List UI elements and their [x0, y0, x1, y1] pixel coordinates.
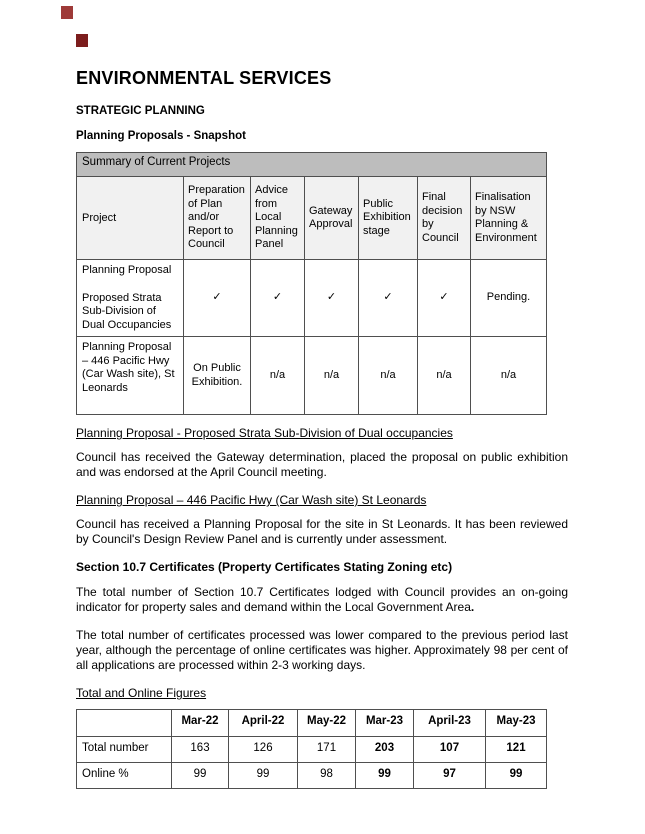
summary-of-current-projects-table	[76, 152, 547, 415]
section-107-paragraph-2: The total number of certificates processed was lower compared to the previous period last year, although the percentage of online certificates was higher. Approximately 98 per cent of all applications are processed within 2-3 working days.	[76, 628, 568, 672]
status-final-decision: ✓	[418, 260, 471, 337]
column-header-advice: Advice from Local Planning Panel	[251, 177, 305, 260]
planning-proposals-snapshot-heading: Planning Proposals - Snapshot	[76, 130, 246, 142]
value-cell: 203	[356, 737, 414, 763]
status-exhibition: n/a	[359, 337, 418, 415]
status-advice: ✓	[251, 260, 305, 337]
status-preparation: ✓	[184, 260, 251, 337]
table-row-strata-proposal	[77, 260, 547, 337]
status-finalisation: Pending.	[471, 260, 547, 337]
strata-proposal-paragraph: Council has received the Gateway determination, placed the proposal on public exhibition and was endorsed at the April Council meeting.	[76, 450, 568, 479]
month-header: Mar-23	[356, 710, 414, 737]
total-online-figures-heading: Total and Online Figures	[76, 686, 207, 700]
status-advice: n/a	[251, 337, 305, 415]
figures-corner-cell	[77, 710, 172, 737]
section-107-paragraph-1	[76, 585, 568, 615]
month-header: April-22	[229, 710, 298, 737]
value-cell: 121	[486, 737, 547, 763]
column-header-finalisation: Finalisation by NSW Planning & Environment	[471, 177, 547, 260]
status-gateway: n/a	[305, 337, 359, 415]
status-finalisation: n/a	[471, 337, 547, 415]
value-cell: 163	[172, 737, 229, 763]
table-header-row	[77, 177, 547, 260]
red-annotation-marker-icon	[61, 6, 73, 19]
value-cell: 98	[298, 763, 356, 789]
paragraph-text: The total number of Section 10.7 Certificates lodged with Council provides an on-going indicator for property sales and demand within the Local Government Area	[76, 585, 568, 614]
value-cell: 171	[298, 737, 356, 763]
project-detail: Proposed Strata Sub-Division of Dual Occupancies	[82, 291, 172, 331]
month-header: May-23	[486, 710, 547, 737]
row-label: Total number	[77, 737, 172, 763]
value-cell: 107	[414, 737, 486, 763]
column-header-exhibition: Public Exhibition stage	[359, 177, 418, 260]
red-annotation-marker-icon	[76, 34, 88, 47]
table-row-carwash-proposal	[77, 337, 547, 415]
column-header-preparation: Preparation of Plan and/or Report to Council	[184, 177, 251, 260]
total-and-online-figures-table	[76, 709, 547, 789]
status-gateway: ✓	[305, 260, 359, 337]
carwash-proposal-paragraph: Council has received a Planning Proposal for the site in St Leonards. It has been reviewed by Council's Design Review Panel and is currently under assessment.	[76, 517, 568, 546]
figures-online-percent-row	[77, 763, 547, 789]
bold-period: .	[470, 600, 475, 614]
column-header-gateway: Gateway Approval	[305, 177, 359, 260]
project-name-cell	[77, 260, 184, 337]
column-header-project: Project	[77, 177, 184, 260]
value-cell: 99	[172, 763, 229, 789]
month-header: May-22	[298, 710, 356, 737]
figures-header-row	[77, 710, 547, 737]
carwash-proposal-heading: Planning Proposal – 446 Pacific Hwy (Car Wash site) St Leonards	[76, 493, 427, 507]
status-exhibition: ✓	[359, 260, 418, 337]
value-cell: 126	[229, 737, 298, 763]
month-header: Mar-22	[172, 710, 229, 737]
table-caption-row	[77, 153, 547, 177]
document-content	[76, 68, 568, 789]
strata-proposal-heading: Planning Proposal - Proposed Strata Sub-Division of Dual occupancies	[76, 426, 453, 440]
figures-total-number-row	[77, 737, 547, 763]
value-cell: 99	[229, 763, 298, 789]
project-name-cell: Planning Proposal – 446 Pacific Hwy (Car Wash site), St Leonards	[77, 337, 184, 415]
table-caption: Summary of Current Projects	[77, 153, 547, 177]
strategic-planning-heading: STRATEGIC PLANNING	[76, 105, 205, 117]
page-title: ENVIRONMENTAL SERVICES	[76, 68, 332, 88]
status-preparation: On Public Exhibition.	[184, 337, 251, 415]
section-107-heading: Section 10.7 Certificates (Property Certificates Stating Zoning etc)	[76, 560, 453, 574]
status-final-decision: n/a	[418, 337, 471, 415]
value-cell: 99	[486, 763, 547, 789]
value-cell: 99	[356, 763, 414, 789]
column-header-final-decision: Final decision by Council	[418, 177, 471, 260]
row-label: Online %	[77, 763, 172, 789]
project-title: Planning Proposal	[82, 264, 172, 276]
value-cell: 97	[414, 763, 486, 789]
month-header: April-23	[414, 710, 486, 737]
